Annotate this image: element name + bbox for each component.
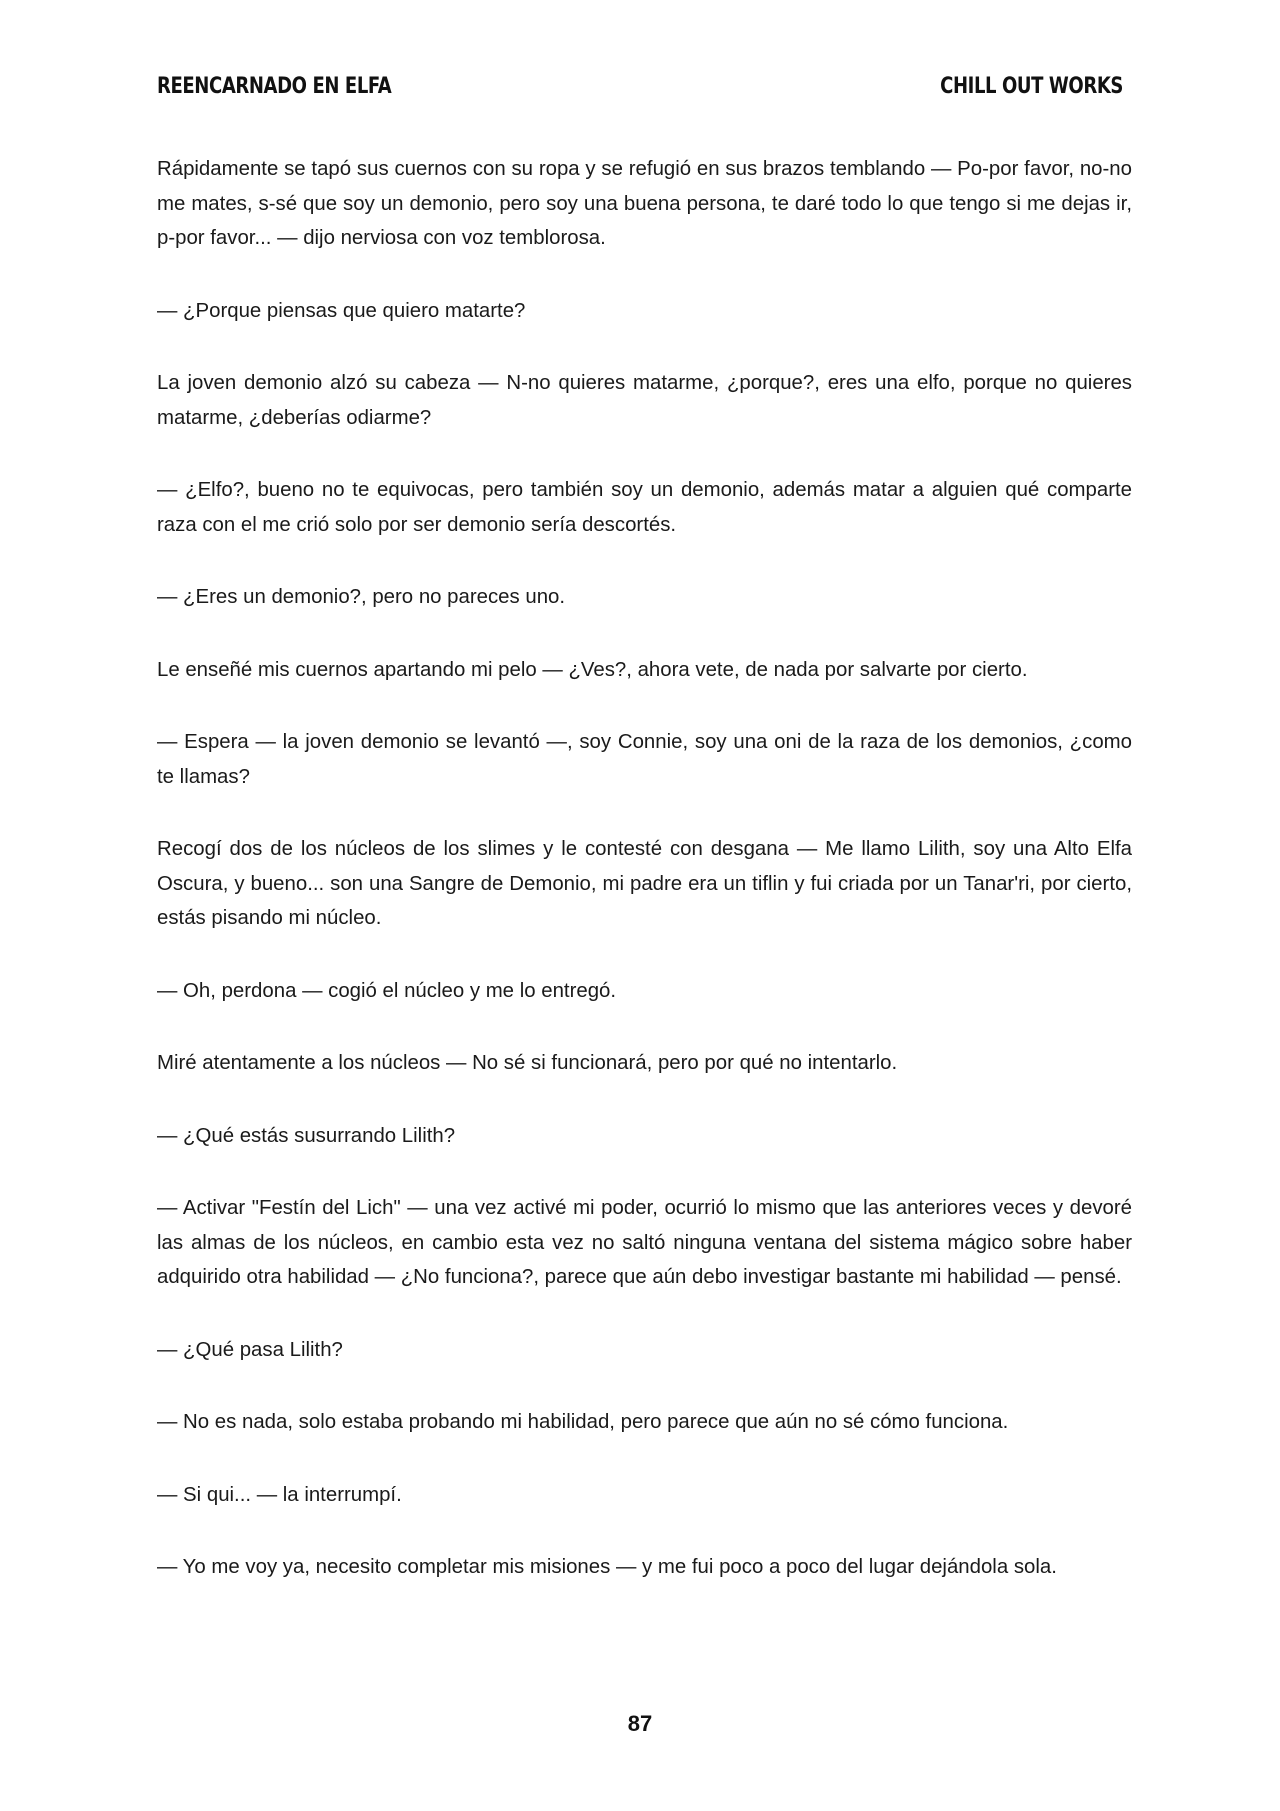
page-number: 87 xyxy=(627,1711,653,1736)
publisher-name: CHILL OUT WORKS xyxy=(940,74,1123,99)
paragraph: Le enseñé mis cuernos apartando mi pelo — ¿Ves?, ahora vete, de nada por salvarte por cierto. xyxy=(157,658,1028,681)
paragraph: — No es nada, solo estaba probando mi habilidad, pero parece que aún no sé cómo funciona. xyxy=(157,1411,1009,1433)
paragraph: — ¿Qué pasa Lilith? xyxy=(157,1338,343,1361)
paragraph: Recogí dos de los núcleos de los slimes y le contesté con desgana — Me llamo Lilith, soy una Alto Elfa Oscura, y bueno... son una Sangre de Demonio, mi padre era un tiflin y fui criada por un Tanar'ri, por cierto, estás pisando mi núcleo. xyxy=(157,838,1132,929)
paragraph: Rápidamente se tapó sus cuernos con su ropa y se refugió en sus brazos temblando — Po-por favor, no-no me mates, s-sé que soy un demonio, pero soy una buena persona, te daré todo lo que tengo si me dejas ir, p-por favor... — dijo nerviosa con voz temblorosa. xyxy=(157,158,1132,249)
paragraph: — ¿Eres un demonio?, pero no pareces uno. xyxy=(157,586,566,608)
paragraph: La joven demonio alzó su cabeza — N-no quieres matarme, ¿porque?, eres una elfo, porque no quieres matarme, ¿deberías odiarme? xyxy=(157,372,1132,429)
paragraph: — ¿Qué estás susurrando Lilith? xyxy=(157,1124,456,1147)
paragraph: — Espera — la joven demonio se levantó —, soy Connie, soy una oni de la raza de los demonios, ¿como te llamas? xyxy=(157,731,1132,788)
paragraph: Miré atentamente a los núcleos — No sé si funcionará, pero por qué no intentarlo. xyxy=(157,1052,898,1074)
paragraph: — Yo me voy ya, necesito completar mis misiones — y me fui poco a poco del lugar dejándola sola. xyxy=(157,1556,1057,1578)
body-text xyxy=(157,152,1132,1623)
book-title: REENCARNADO EN ELFA xyxy=(157,74,392,99)
page-header xyxy=(157,74,1123,110)
paragraph: — ¿Porque piensas que quiero matarte? xyxy=(157,299,526,322)
paragraph: — ¿Elfo?, bueno no te equivocas, pero también soy un demonio, además matar a alguien qué comparte raza con el me crió solo por ser demonio sería descortés. xyxy=(157,479,1132,536)
paragraph: — Oh, perdona — cogió el núcleo y me lo entregó. xyxy=(157,979,617,1002)
paragraph: — Si qui... — la interrumpí. xyxy=(157,1483,402,1506)
paragraph: — Activar "Festín del Lich" — una vez activé mi poder, ocurrió lo mismo que las anteriores veces y devoré las almas de los núcleos, en cambio esta vez no saltó ninguna ventana del sistema mágico sobre haber adquirido otra habilidad — ¿No funciona?, parece que aún debo investigar bastante mi habilidad — pensé. xyxy=(157,1197,1132,1288)
